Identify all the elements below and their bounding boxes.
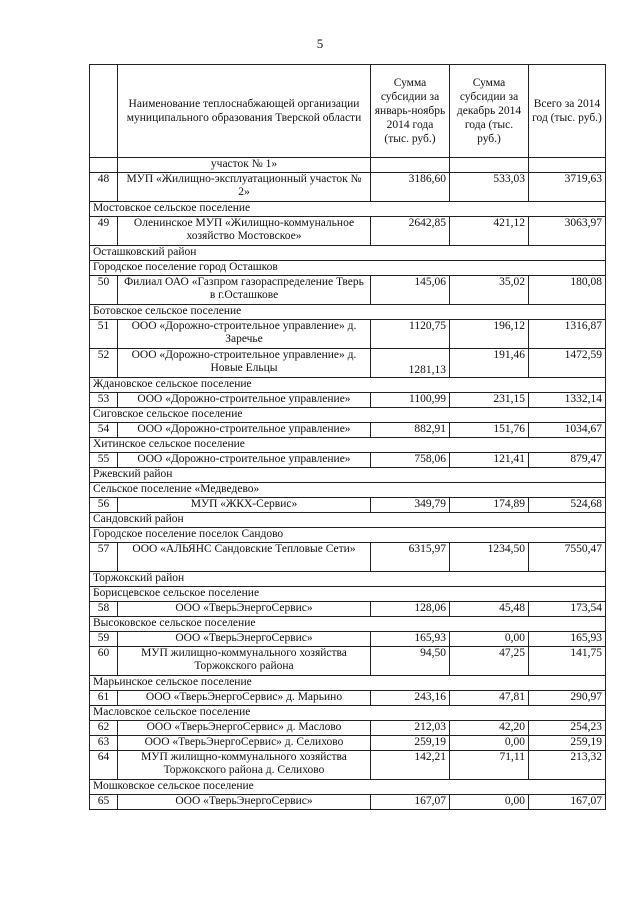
table-row (90, 795, 606, 810)
organization-name: ООО «Дорожно-строительное управление» (118, 453, 371, 468)
row-number: 64 (90, 751, 118, 780)
organization-name: Оленинское МУП «Жилищно-коммунальное хозяйство Мостовское» (118, 217, 371, 246)
section-row (90, 408, 606, 423)
jan-nov-value: 349,79 (371, 498, 450, 513)
table-row (90, 423, 606, 438)
table-row (90, 751, 606, 780)
december-value: 0,00 (450, 736, 529, 751)
december-value: 174,89 (450, 498, 529, 513)
table-row (90, 602, 606, 617)
table-row (90, 173, 606, 202)
table-body (90, 158, 606, 810)
organization-name: ООО «АЛЬЯНС Сандовские Тепловые Сети» (118, 543, 371, 572)
december-value: 231,15 (450, 393, 529, 408)
section-title: Марьинское сельское поселение (90, 676, 606, 691)
total-value: 1316,87 (529, 320, 606, 349)
section-row (90, 676, 606, 691)
page-number: 5 (316, 36, 324, 51)
section-row (90, 617, 606, 632)
jan-nov-value: 1100,99 (371, 393, 450, 408)
jan-nov-value: 243,16 (371, 691, 450, 706)
jan-nov-value: 165,93 (371, 632, 450, 647)
section-row (90, 513, 606, 528)
organization-name: МУП жилищно-коммунального хозяйства Торжокского района д. Селихово (118, 751, 371, 780)
section-row (90, 202, 606, 217)
organization-name: ООО «Дорожно-строительное управление» д. Заречье (118, 320, 371, 349)
row-number: 60 (90, 647, 118, 676)
header-total-2014: Всего за 2014 год (тыс. руб.) (529, 65, 606, 158)
total-value: 1332,14 (529, 393, 606, 408)
table-row (90, 349, 606, 378)
header-jan-nov-subsidy: Сумма субсидии за январь-ноябрь 2014 года (тыс. руб.) (371, 65, 450, 158)
december-value: 533,03 (450, 173, 529, 202)
organization-name: ООО «Дорожно-строительное управление» (118, 423, 371, 438)
december-value: 196,12 (450, 320, 529, 349)
header-organization-name: Наименование теплоснабжающей организации муниципального образования Тверской области (118, 65, 371, 158)
table-row (90, 498, 606, 513)
row-number: 59 (90, 632, 118, 647)
section-row (90, 780, 606, 795)
organization-name: ООО «Дорожно-строительное управление» (118, 393, 371, 408)
december-value: 47,81 (450, 691, 529, 706)
section-row (90, 483, 606, 498)
total-value: 213,32 (529, 751, 606, 780)
jan-nov-value: 259,19 (371, 736, 450, 751)
organization-name: МУП жилищно-коммунального хозяйства Торжокского района (118, 647, 371, 676)
section-title: Городское поселение город Осташков (90, 261, 606, 276)
december-value: 35,02 (450, 276, 529, 305)
row-number: 52 (90, 349, 118, 378)
row-number (90, 158, 118, 173)
section-row (90, 572, 606, 587)
section-title: Ботовское сельское поселение (90, 305, 606, 320)
jan-nov-value: 3186,60 (371, 173, 450, 202)
jan-nov-value: 1120,75 (371, 320, 450, 349)
total-value: 165,93 (529, 632, 606, 647)
section-title: Сиговское сельское поселение (90, 408, 606, 423)
organization-name: ООО «ТверьЭнергоСервис» (118, 632, 371, 647)
row-number: 65 (90, 795, 118, 810)
total-value: 167,07 (529, 795, 606, 810)
organization-name: МУП «Жилищно-эксплуатационный участок № 2» (118, 173, 371, 202)
table-row (90, 543, 606, 572)
section-title: Хитинское сельское поселение (90, 438, 606, 453)
organization-name: ООО «ТверьЭнергоСервис» (118, 602, 371, 617)
december-value: 0,00 (450, 632, 529, 647)
section-title: Мостовское сельское поселение (90, 202, 606, 217)
section-title: Борисцевское сельское поселение (90, 587, 606, 602)
section-title: Сандовский район (90, 513, 606, 528)
total-value: 290,97 (529, 691, 606, 706)
row-number: 48 (90, 173, 118, 202)
total-value: 7550,47 (529, 543, 606, 572)
jan-nov-value: 167,07 (371, 795, 450, 810)
section-title: Ждановское сельское поселение (90, 378, 606, 393)
jan-nov-value: 128,06 (371, 602, 450, 617)
row-number: 61 (90, 691, 118, 706)
total-value: 1472,59 (529, 349, 606, 378)
december-value: 47,25 (450, 647, 529, 676)
row-number: 56 (90, 498, 118, 513)
row-number: 57 (90, 543, 118, 572)
row-number: 49 (90, 217, 118, 246)
total-value: 1034,67 (529, 423, 606, 438)
row-number: 63 (90, 736, 118, 751)
december-value: 151,76 (450, 423, 529, 438)
jan-nov-value: 1281,13 (371, 349, 450, 378)
row-number: 54 (90, 423, 118, 438)
table-row (90, 453, 606, 468)
table-row (90, 721, 606, 736)
table-row (90, 393, 606, 408)
row-number: 62 (90, 721, 118, 736)
total-value: 3719,63 (529, 173, 606, 202)
organization-name: ООО «ТверьЭнергоСервис» д. Селихово (118, 736, 371, 751)
total-value: 524,68 (529, 498, 606, 513)
subsidy-table (89, 64, 606, 810)
section-row (90, 528, 606, 543)
section-row (90, 438, 606, 453)
december-value (450, 158, 529, 173)
row-number: 53 (90, 393, 118, 408)
total-value (529, 158, 606, 173)
section-title: Ржевский район (90, 468, 606, 483)
section-title: Сельское поселение «Медведево» (90, 483, 606, 498)
table-row (90, 691, 606, 706)
jan-nov-value (371, 158, 450, 173)
jan-nov-value: 145,06 (371, 276, 450, 305)
organization-name: ООО «Дорожно-строительное управление» д. Новые Ельцы (118, 349, 371, 378)
jan-nov-value: 6315,97 (371, 543, 450, 572)
table-row (90, 276, 606, 305)
header-number (90, 65, 118, 158)
section-title: Торжокский район (90, 572, 606, 587)
december-value: 0,00 (450, 795, 529, 810)
total-value: 254,23 (529, 721, 606, 736)
total-value: 141,75 (529, 647, 606, 676)
table-row (90, 736, 606, 751)
table-row (90, 632, 606, 647)
december-value: 42,20 (450, 721, 529, 736)
row-number: 55 (90, 453, 118, 468)
total-value: 879,47 (529, 453, 606, 468)
jan-nov-value: 212,03 (371, 721, 450, 736)
organization-name: ООО «ТверьЭнергоСервис» д. Марьино (118, 691, 371, 706)
organization-name: Филиал ОАО «Газпром газораспределение Тверь в г.Осташкове (118, 276, 371, 305)
total-value: 173,54 (529, 602, 606, 617)
section-row (90, 468, 606, 483)
section-row (90, 305, 606, 320)
total-value: 3063,97 (529, 217, 606, 246)
section-row (90, 706, 606, 721)
section-row (90, 587, 606, 602)
row-number: 50 (90, 276, 118, 305)
row-number: 58 (90, 602, 118, 617)
section-row (90, 378, 606, 393)
organization-name: ООО «ТверьЭнергоСервис» д. Маслово (118, 721, 371, 736)
section-title: Городское поселение поселок Сандово (90, 528, 606, 543)
section-title: Масловское сельское поселение (90, 706, 606, 721)
jan-nov-value: 142,21 (371, 751, 450, 780)
table-row (90, 320, 606, 349)
december-value: 71,11 (450, 751, 529, 780)
header-december-subsidy: Сумма субсидии за декабрь 2014 года (тыс. руб.) (450, 65, 529, 158)
section-row (90, 261, 606, 276)
jan-nov-value: 94,50 (371, 647, 450, 676)
jan-nov-value: 2642,85 (371, 217, 450, 246)
section-title: Мошковское сельское поселение (90, 780, 606, 795)
organization-name: участок № 1» (118, 158, 371, 173)
organization-name: ООО «ТверьЭнергоСервис» (118, 795, 371, 810)
december-value: 121,41 (450, 453, 529, 468)
jan-nov-value: 882,91 (371, 423, 450, 438)
december-value: 191,46 (450, 349, 529, 378)
continuation-row (90, 158, 606, 173)
section-title: Осташковский район (90, 246, 606, 261)
december-value: 45,48 (450, 602, 529, 617)
row-number: 51 (90, 320, 118, 349)
jan-nov-value: 758,06 (371, 453, 450, 468)
december-value: 421,12 (450, 217, 529, 246)
table-row (90, 647, 606, 676)
organization-name: МУП «ЖКХ-Сервис» (118, 498, 371, 513)
table-row (90, 217, 606, 246)
total-value: 180,08 (529, 276, 606, 305)
total-value: 259,19 (529, 736, 606, 751)
december-value: 1234,50 (450, 543, 529, 572)
table-header-row (90, 65, 606, 158)
section-row (90, 246, 606, 261)
section-title: Высоковское сельское поселение (90, 617, 606, 632)
